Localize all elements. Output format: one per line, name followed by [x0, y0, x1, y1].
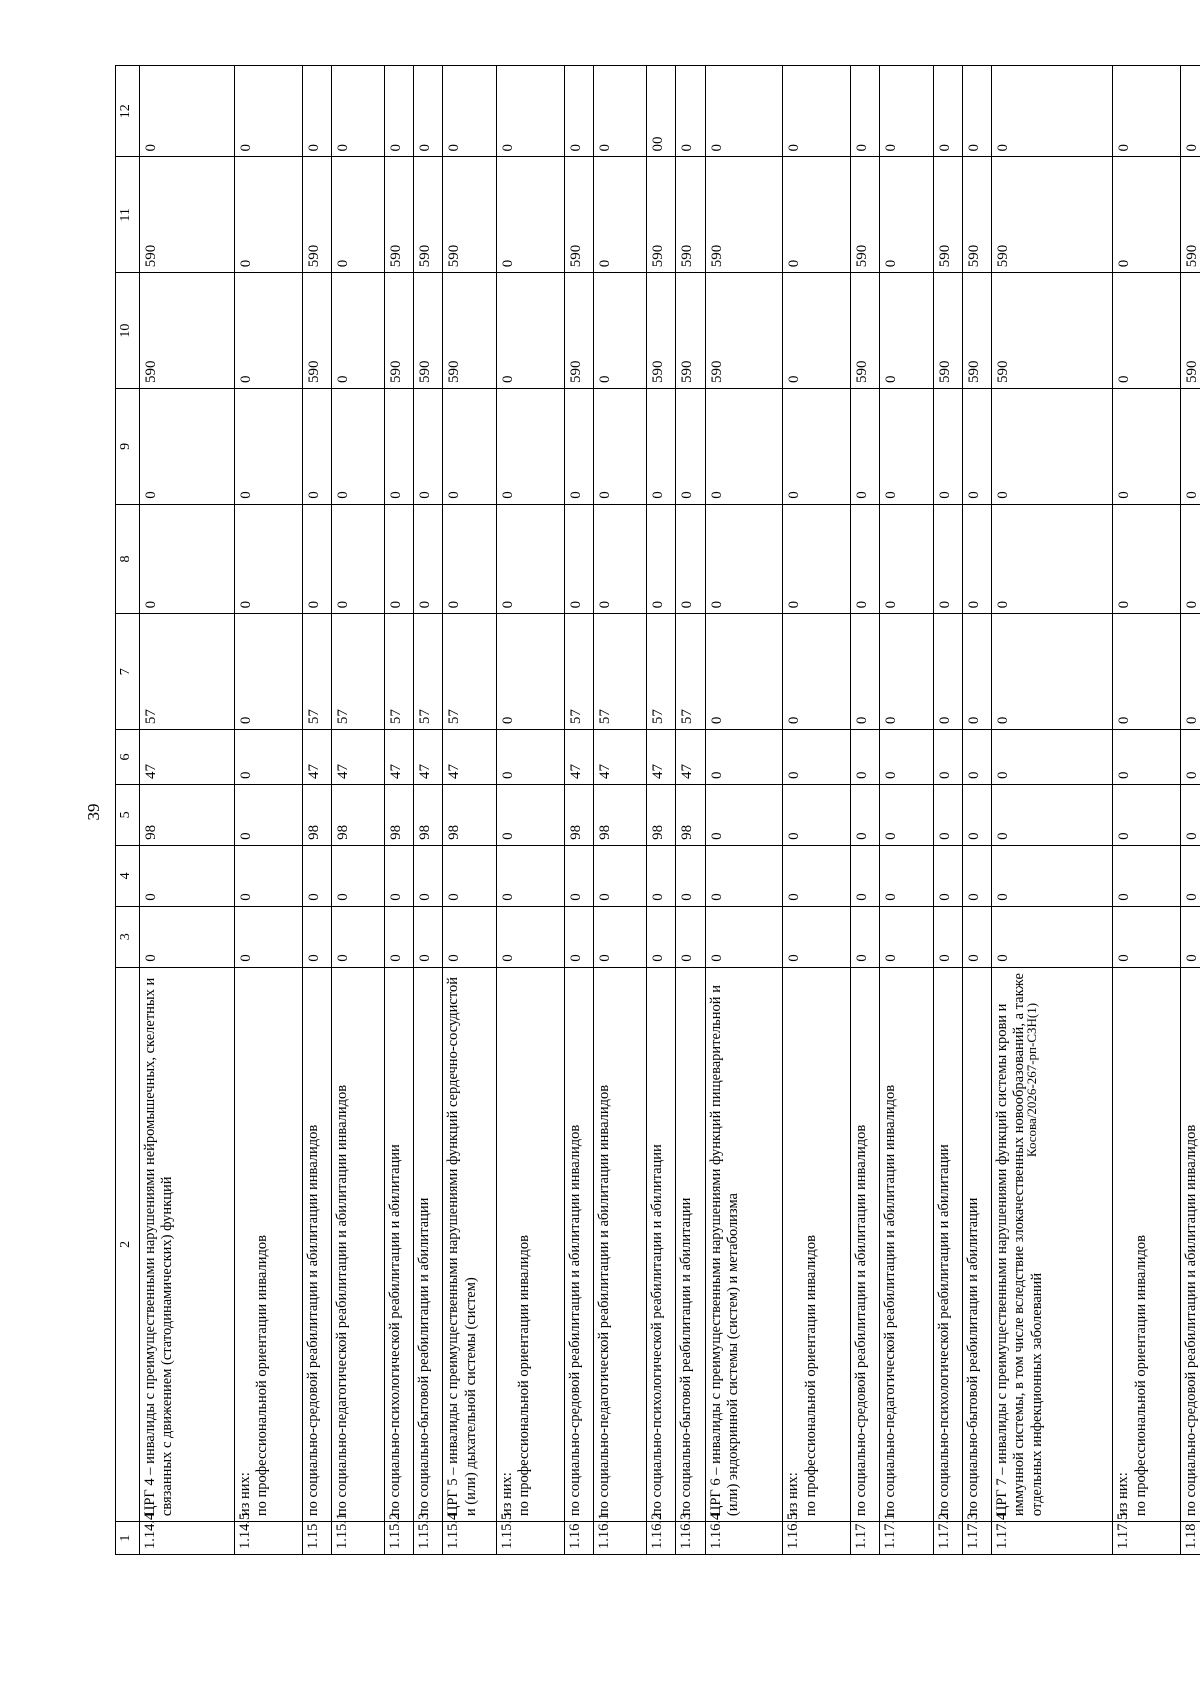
row-value: 0 [385, 845, 414, 906]
row-value: 590 [302, 273, 331, 389]
row-value: 0 [331, 845, 384, 906]
row-value: 0 [385, 388, 414, 504]
row-value: 0 [496, 906, 564, 967]
row-code: 1.17.2 [933, 1522, 962, 1555]
table-row [302, 66, 331, 1555]
column-header: 10 [116, 273, 140, 389]
row-value: 0 [880, 388, 933, 504]
table-row [564, 66, 593, 1555]
row-value: 47 [443, 730, 496, 785]
row-value: 47 [331, 730, 384, 785]
row-value: 590 [676, 157, 705, 273]
row-value: 0 [496, 157, 564, 273]
row-value: 0 [933, 614, 962, 730]
row-value: 0 [880, 845, 933, 906]
row-description: из них: по профессиональной ориентации инвалидов [1113, 967, 1181, 1521]
row-value: 0 [705, 614, 783, 730]
document-code: Косова/2026-267-рп-СЗН(1) [1024, 1002, 1039, 1158]
row-value: 0 [933, 906, 962, 967]
table-row [385, 66, 414, 1555]
row-value: 98 [676, 784, 705, 845]
row-value: 590 [385, 273, 414, 389]
row-value: 0 [140, 66, 235, 157]
row-value: 0 [647, 388, 676, 504]
row-value: 0 [992, 906, 1113, 967]
row-value: 590 [992, 273, 1113, 389]
row-value: 57 [443, 614, 496, 730]
row-value: 0 [414, 504, 443, 614]
table-row [676, 66, 705, 1555]
row-value: 0 [496, 504, 564, 614]
row-value: 0 [564, 845, 593, 906]
row-value: 0 [234, 273, 302, 389]
row-value: 0 [302, 906, 331, 967]
row-value: 57 [331, 614, 384, 730]
row-code: 1.16 [564, 1522, 593, 1555]
row-value: 0 [783, 730, 851, 785]
table-row [705, 66, 783, 1555]
row-value: 47 [564, 730, 593, 785]
row-code: 1.16.2 [647, 1522, 676, 1555]
row-value: 98 [647, 784, 676, 845]
row-value: 590 [1181, 157, 1200, 273]
row-value: 0 [933, 504, 962, 614]
row-value: 590 [564, 273, 593, 389]
row-value: 0 [933, 66, 962, 157]
row-value: 0 [962, 845, 991, 906]
table-row [1181, 66, 1200, 1555]
row-value: 0 [302, 388, 331, 504]
row-value: 0 [962, 784, 991, 845]
row-value: 47 [302, 730, 331, 785]
row-value: 0 [496, 845, 564, 906]
row-value: 0 [676, 388, 705, 504]
row-value: 0 [647, 504, 676, 614]
row-value: 590 [933, 273, 962, 389]
row-value: 590 [962, 157, 991, 273]
row-value: 590 [443, 157, 496, 273]
row-description: из них: по профессиональной ориентации инвалидов [496, 967, 564, 1521]
row-value: 0 [140, 504, 235, 614]
row-value: 590 [851, 157, 880, 273]
row-value: 57 [593, 614, 646, 730]
row-value: 0 [962, 504, 991, 614]
table-row [851, 66, 880, 1555]
row-code: 1.17 [851, 1522, 880, 1555]
row-value: 0 [676, 504, 705, 614]
row-description: по социально-средовой реабилитации и абилитации инвалидов [851, 967, 880, 1521]
row-code: 1.17.4 [992, 1522, 1113, 1555]
table-row [140, 66, 235, 1555]
row-value: 590 [140, 157, 235, 273]
row-value: 0 [593, 66, 646, 157]
row-value: 0 [385, 504, 414, 614]
rehabilitation-table [115, 65, 1200, 1555]
row-value: 0 [992, 66, 1113, 157]
row-value: 0 [414, 845, 443, 906]
row-value: 0 [385, 66, 414, 157]
row-value: 0 [705, 845, 783, 906]
table-row [593, 66, 646, 1555]
row-value: 0 [331, 388, 384, 504]
table-row [647, 66, 676, 1555]
row-value: 0 [593, 906, 646, 967]
row-value: 0 [1113, 730, 1181, 785]
row-value: 0 [783, 614, 851, 730]
table-row [331, 66, 384, 1555]
row-value: 590 [933, 157, 962, 273]
rotated-table-container [115, 65, 1200, 1555]
row-value: 47 [593, 730, 646, 785]
row-value: 590 [414, 273, 443, 389]
column-header: 1 [116, 1522, 140, 1555]
row-description: по социально-педагогической реабилитации и абилитации инвалидов [331, 967, 384, 1521]
row-value: 590 [443, 273, 496, 389]
row-value: 0 [783, 157, 851, 273]
row-value: 0 [851, 66, 880, 157]
row-value: 0 [234, 504, 302, 614]
row-description: по социально-средовой реабилитации и абилитации инвалидов [302, 967, 331, 1521]
row-code: 1.17.3 [962, 1522, 991, 1555]
row-code: 1.16.3 [676, 1522, 705, 1555]
row-value: 0 [234, 730, 302, 785]
row-value: 0 [783, 66, 851, 157]
row-value: 0 [1113, 845, 1181, 906]
row-description: ЦРГ 5 – инвалиды с преимущественными нарушениями функций сердечно-сосудистой и (или) дыхательной системы (систем) [443, 967, 496, 1521]
row-value: 0 [933, 784, 962, 845]
row-value: 0 [1113, 614, 1181, 730]
table-row [234, 66, 302, 1555]
row-value: 0 [933, 845, 962, 906]
row-code: 1.15.5 [496, 1522, 564, 1555]
row-value: 0 [140, 906, 235, 967]
row-value: 590 [676, 273, 705, 389]
row-value: 0 [443, 504, 496, 614]
row-description: по социально-педагогической реабилитации и абилитации инвалидов [593, 967, 646, 1521]
row-value: 0 [962, 614, 991, 730]
row-value: 00 [647, 66, 676, 157]
row-value: 98 [443, 784, 496, 845]
row-value: 47 [414, 730, 443, 785]
row-value: 0 [962, 388, 991, 504]
row-value: 0 [1113, 388, 1181, 504]
row-value: 98 [414, 784, 443, 845]
row-value: 0 [443, 388, 496, 504]
row-description: ЦРГ 7 – инвалиды с преимущественными нарушениями функций системы крови и иммунной системы, в том числе вследствие злокачественных новообразований, а также отдельных инфекционных заболеваний [992, 967, 1113, 1521]
row-value: 0 [443, 906, 496, 967]
row-value: 0 [962, 66, 991, 157]
row-value: 0 [851, 906, 880, 967]
row-value: 0 [496, 614, 564, 730]
row-value: 0 [140, 388, 235, 504]
row-value: 0 [880, 157, 933, 273]
row-value: 0 [1181, 66, 1200, 157]
row-description: по социально-бытовой реабилитации и абилитации [414, 967, 443, 1521]
column-header: 6 [116, 730, 140, 785]
row-description: по социально-средовой реабилитации и абилитации инвалидов [564, 967, 593, 1521]
row-value: 590 [705, 157, 783, 273]
row-value: 0 [783, 504, 851, 614]
row-value: 0 [496, 273, 564, 389]
row-value: 0 [234, 906, 302, 967]
column-header: 7 [116, 614, 140, 730]
row-value: 0 [880, 66, 933, 157]
row-value: 57 [414, 614, 443, 730]
row-description: по социально-психологической реабилитации и абилитации [647, 967, 676, 1521]
row-value: 590 [647, 273, 676, 389]
row-value: 0 [234, 784, 302, 845]
row-value: 0 [302, 504, 331, 614]
row-code: 1.14.4 [140, 1522, 235, 1555]
row-value: 0 [443, 66, 496, 157]
row-value: 0 [1113, 157, 1181, 273]
row-value: 590 [140, 273, 235, 389]
row-value: 590 [851, 273, 880, 389]
row-value: 98 [385, 784, 414, 845]
row-value: 57 [385, 614, 414, 730]
row-value: 0 [1113, 66, 1181, 157]
row-code: 1.17.5 [1113, 1522, 1181, 1555]
row-value: 0 [783, 784, 851, 845]
row-value: 0 [992, 784, 1113, 845]
row-value: 590 [647, 157, 676, 273]
row-value: 0 [1113, 906, 1181, 967]
row-value: 57 [140, 614, 235, 730]
row-value: 0 [1181, 388, 1200, 504]
row-value: 0 [962, 906, 991, 967]
row-code: 1.18 [1181, 1522, 1200, 1555]
row-value: 0 [302, 66, 331, 157]
row-value: 0 [933, 730, 962, 785]
row-value: 0 [564, 66, 593, 157]
table-body [140, 66, 1200, 1555]
row-description: по социально-средовой реабилитации и абилитации инвалидов [1181, 967, 1200, 1521]
row-value: 57 [564, 614, 593, 730]
row-value: 0 [676, 906, 705, 967]
row-value: 0 [331, 157, 384, 273]
column-header: 2 [116, 967, 140, 1521]
row-description: по социально-психологической реабилитации и абилитации [385, 967, 414, 1521]
row-value: 0 [705, 504, 783, 614]
row-description: ЦРГ 4 – инвалиды с преимущественными нарушениями нейромышечных, скелетных и связанных с движением (статодинамических) функций [140, 967, 235, 1521]
column-header: 11 [116, 157, 140, 273]
row-value: 0 [234, 388, 302, 504]
row-value: 0 [593, 273, 646, 389]
row-value: 0 [783, 845, 851, 906]
row-value: 0 [331, 273, 384, 389]
row-value: 57 [647, 614, 676, 730]
table-row [880, 66, 933, 1555]
row-value: 0 [880, 906, 933, 967]
row-value: 0 [676, 845, 705, 906]
row-code: 1.15.2 [385, 1522, 414, 1555]
row-value: 0 [564, 906, 593, 967]
column-header: 4 [116, 845, 140, 906]
row-value: 0 [880, 614, 933, 730]
row-value: 590 [302, 157, 331, 273]
row-code: 1.16.4 [705, 1522, 783, 1555]
row-value: 0 [1181, 730, 1200, 785]
row-value: 0 [933, 388, 962, 504]
row-value: 0 [992, 614, 1113, 730]
row-value: 98 [331, 784, 384, 845]
column-header: 3 [116, 906, 140, 967]
row-value: 0 [705, 66, 783, 157]
row-value: 0 [783, 906, 851, 967]
row-value: 0 [1113, 784, 1181, 845]
row-value: 590 [564, 157, 593, 273]
table-row [414, 66, 443, 1555]
row-value: 0 [593, 388, 646, 504]
row-value: 0 [331, 906, 384, 967]
row-value: 0 [496, 388, 564, 504]
row-value: 47 [140, 730, 235, 785]
row-value: 0 [851, 845, 880, 906]
row-value: 590 [992, 157, 1113, 273]
row-value: 0 [234, 845, 302, 906]
row-value: 0 [443, 845, 496, 906]
row-code: 1.16.1 [593, 1522, 646, 1555]
table-row [443, 66, 496, 1555]
row-value: 0 [302, 845, 331, 906]
row-value: 0 [496, 66, 564, 157]
row-value: 0 [414, 388, 443, 504]
row-value: 0 [1181, 504, 1200, 614]
table-row [962, 66, 991, 1555]
row-value: 0 [992, 388, 1113, 504]
table-header-row [116, 66, 140, 1555]
row-value: 0 [1181, 845, 1200, 906]
column-header: 12 [116, 66, 140, 157]
row-value: 47 [385, 730, 414, 785]
row-value: 0 [1181, 784, 1200, 845]
row-value: 0 [564, 504, 593, 614]
row-value: 98 [140, 784, 235, 845]
row-value: 0 [880, 273, 933, 389]
row-value: 0 [851, 504, 880, 614]
row-value: 57 [676, 614, 705, 730]
row-value: 0 [992, 504, 1113, 614]
row-value: 0 [705, 784, 783, 845]
row-value: 0 [783, 388, 851, 504]
row-value: 0 [647, 845, 676, 906]
column-header: 5 [116, 784, 140, 845]
row-value: 0 [385, 906, 414, 967]
row-description: из них: по профессиональной ориентации инвалидов [783, 967, 851, 1521]
row-value: 0 [234, 157, 302, 273]
row-value: 0 [414, 906, 443, 967]
row-value: 0 [880, 504, 933, 614]
row-value: 590 [705, 273, 783, 389]
row-value: 98 [593, 784, 646, 845]
row-value: 0 [1181, 614, 1200, 730]
column-header: 8 [116, 504, 140, 614]
row-value: 98 [302, 784, 331, 845]
row-value: 0 [851, 388, 880, 504]
row-description: по социально-бытовой реабилитации и абилитации [962, 967, 991, 1521]
row-value: 590 [414, 157, 443, 273]
row-description: по социально-психологической реабилитации и абилитации [933, 967, 962, 1521]
table-row [933, 66, 962, 1555]
row-value: 590 [1181, 273, 1200, 389]
row-value: 47 [676, 730, 705, 785]
row-code: 1.15.1 [331, 1522, 384, 1555]
row-code: 1.15.4 [443, 1522, 496, 1555]
row-value: 0 [1113, 504, 1181, 614]
row-value: 0 [234, 614, 302, 730]
row-value: 0 [564, 388, 593, 504]
row-value: 0 [140, 845, 235, 906]
row-description: ЦРГ 6 – инвалиды с преимущественными нарушениями функций пищеварительной и (или) эндокринной системы (систем) и метаболизма [705, 967, 783, 1521]
row-value: 0 [783, 273, 851, 389]
row-value: 0 [234, 66, 302, 157]
row-value: 0 [992, 845, 1113, 906]
row-value: 57 [302, 614, 331, 730]
row-value: 0 [851, 614, 880, 730]
row-code: 1.17.1 [880, 1522, 933, 1555]
row-value: 0 [593, 504, 646, 614]
row-value: 0 [593, 157, 646, 273]
row-description: из них: по профессиональной ориентации инвалидов [234, 967, 302, 1521]
row-value: 0 [331, 66, 384, 157]
row-code: 1.15.3 [414, 1522, 443, 1555]
row-description: по социально-педагогической реабилитации и абилитации инвалидов [880, 967, 933, 1521]
row-value: 47 [647, 730, 676, 785]
row-value: 590 [962, 273, 991, 389]
row-value: 0 [1113, 273, 1181, 389]
row-value: 0 [705, 730, 783, 785]
row-value: 0 [496, 730, 564, 785]
row-description: по социально-бытовой реабилитации и абилитации [676, 967, 705, 1521]
row-value: 0 [851, 784, 880, 845]
row-value: 0 [414, 66, 443, 157]
row-value: 0 [593, 845, 646, 906]
column-header: 9 [116, 388, 140, 504]
row-value: 98 [564, 784, 593, 845]
row-value: 0 [676, 66, 705, 157]
row-code: 1.15 [302, 1522, 331, 1555]
row-value: 590 [385, 157, 414, 273]
row-value: 0 [962, 730, 991, 785]
row-value: 0 [1181, 906, 1200, 967]
row-value: 0 [880, 730, 933, 785]
row-value: 0 [647, 906, 676, 967]
table-row [783, 66, 851, 1555]
table-row [1113, 66, 1181, 1555]
row-value: 0 [331, 504, 384, 614]
page-number: 39 [84, 803, 103, 821]
table-row [992, 66, 1113, 1555]
row-value: 0 [496, 784, 564, 845]
row-code: 1.16.5 [783, 1522, 851, 1555]
row-value: 0 [705, 388, 783, 504]
row-value: 0 [992, 730, 1113, 785]
row-value: 0 [705, 906, 783, 967]
row-value: 0 [851, 730, 880, 785]
table-row [496, 66, 564, 1555]
row-code: 1.14.5 [234, 1522, 302, 1555]
row-value: 0 [880, 784, 933, 845]
